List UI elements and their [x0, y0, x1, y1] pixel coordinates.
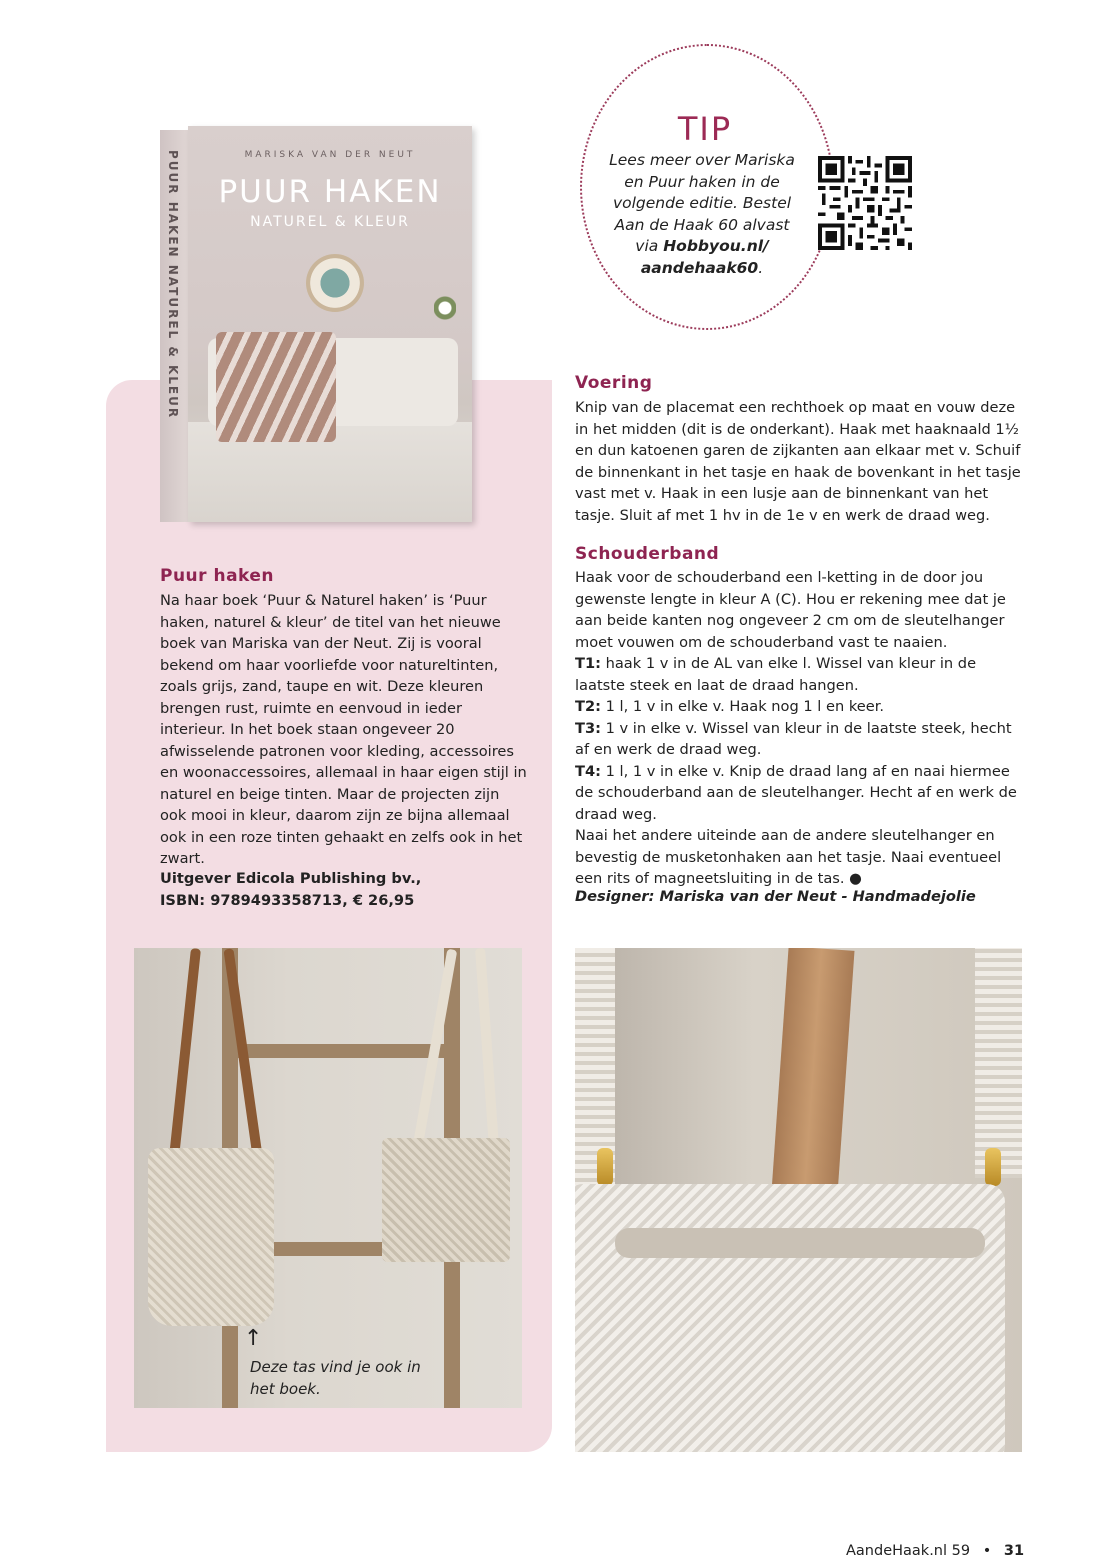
caption-arrow-icon: ↑ [244, 1326, 263, 1351]
shoulder-strap-right [975, 948, 1022, 1178]
tip-line: Lees meer over Mariska [609, 151, 795, 169]
footer-bullet: • [982, 1543, 992, 1559]
page-footer [846, 1543, 1024, 1559]
tip-line: via [635, 237, 664, 255]
row-text: 1 l, 1 v in elke v. Knip de draad lang af en naai hiermee de schouderband aan de sleutelhanger. Hecht af en werk de draad weg. [575, 762, 1017, 823]
cover-mirror-decoration [306, 254, 364, 312]
page-number: 31 [1003, 1543, 1025, 1559]
tip-line: Aan de Haak 60 alvast [614, 215, 790, 234]
cover-blanket [216, 332, 336, 442]
book-front [188, 126, 472, 522]
gold-clasp-right [985, 1148, 1001, 1186]
schouderband-outro: Naai het andere uiteinde aan de andere sleutelhanger en bevestig de musketonhaken aan het tasje. Naai eventueel een rits of magneetsluiting in de tas. ● [575, 827, 1002, 887]
publisher-info [160, 868, 530, 911]
schouderband-intro: Haak voor de schouderband een l-ketting in de door jou gewenste lengte in kleur A (C). Hou er rekening mee dat je aan beide kanten nog ongeveer 2 cm om de sleutelhanger moet vouwen om de schouderband vast te naaien. [575, 569, 1006, 651]
photo-caption: Deze tas vind je ook in het boek. [250, 1358, 421, 1398]
crochet-bag [575, 1184, 1005, 1452]
row-label: T3: [575, 719, 601, 737]
puur-haken-heading: Puur haken [160, 566, 275, 586]
row-text: 1 l, 1 v in elke v. Haak nog 1 l en keer. [600, 698, 885, 715]
row-t1 [575, 653, 1030, 696]
book-spine-text: PUUR HAKEN NATUREL & KLEUR [166, 150, 180, 420]
book-author: MARISKA VAN DER NEUT [244, 150, 416, 160]
voering-heading: Voering [575, 373, 653, 393]
schouderband-body [575, 567, 1030, 890]
schouderband-heading: Schouderband [575, 544, 720, 564]
qr-code-icon[interactable] [818, 156, 912, 250]
voering-body: Knip van de placemat een rechthoek op maat en vouw deze in het midden (dit is de onderkant). Haak met haaknaald 1½ en dun katoenen garen de zijkanten aan elkaar met v. Schuif de binnenkant in het tasje en haak de bovenkant in het tasje vast met v. Haak in een lusje aan de binnenkant van het tasje. Sluit af met 1 hv in de 1e v en werk de draad weg. [575, 399, 1021, 524]
book-title: PUUR HAKEN [218, 174, 442, 210]
row-t2 [575, 696, 1030, 718]
photo-bags-on-ladder [134, 948, 522, 1408]
book-subtitle: NATUREL & KLEUR [250, 214, 410, 230]
book-spine [160, 130, 188, 522]
row-t4 [575, 761, 1030, 826]
row-t3 [575, 718, 1030, 761]
puur-haken-body: Na haar boek ‘Puur & Naturel haken’ is ‘Puur haken, naturel & kleur’ de titel van het nieuwe boek van Mariska van der Neut. Zij is vooral bekend om haar voorliefde voor natureltinten, zoals grijs, zand, taupe en wit. Deze kleuren brengen rust, ruimte en eenvoud in ieder interieur. In het boek staan ongeveer 20 afwisselende patronen voor kleding, accessoires en woonaccessoires, allemaal in haar eigen stijl in naturel en beige tinten. Maar de projecten zijn ook mooi in kleur, daarom zijn ze bijna allemaal ook in een roze tinten gehaakt en zelfs ook in het zwart. [160, 592, 527, 867]
row-label: T1: [575, 655, 601, 672]
designer-credit: Designer: Mariska van der Neut - Handmadejolie [575, 888, 976, 905]
tip-end: . [758, 258, 764, 277]
publisher: Uitgever Edicola Publishing bv., [160, 870, 422, 887]
small-bag-strap [475, 948, 499, 1148]
footer-site: AandeHaak.nl 59 [846, 1543, 971, 1559]
row-text: haak 1 v in de AL van elke l. Wissel van kleur in de laatste steek en laat de draad hangen. [575, 655, 977, 694]
row-label: T2: [575, 698, 601, 715]
tip-line: volgende editie. Bestel [612, 194, 792, 212]
tip-link[interactable]: Hobbyou.nl/ [663, 237, 769, 255]
tip-text [598, 150, 806, 279]
ladder-rung [234, 1044, 450, 1058]
tip-title: TIP [677, 110, 733, 148]
cover-plant [434, 296, 456, 356]
row-label: T4: [575, 762, 601, 780]
small-crochet-bag [382, 1138, 510, 1262]
gold-clasp-left [597, 1148, 613, 1186]
book-cover-image [160, 122, 472, 524]
tip-line: en Puur haken in de [624, 172, 780, 191]
bucket-bag [148, 1148, 274, 1326]
tip-link-2[interactable]: aandehaak60 [640, 258, 759, 277]
bag-strap-left [169, 948, 201, 1158]
isbn-price: ISBN: 9789493358713, € 26,95 [160, 891, 415, 909]
photo-bag-closeup [575, 948, 1022, 1452]
bag-zipper [615, 1228, 985, 1258]
row-text: 1 v in elke v. Wissel van kleur in de laatste steek, hecht af en werk de draad weg. [575, 719, 1012, 758]
